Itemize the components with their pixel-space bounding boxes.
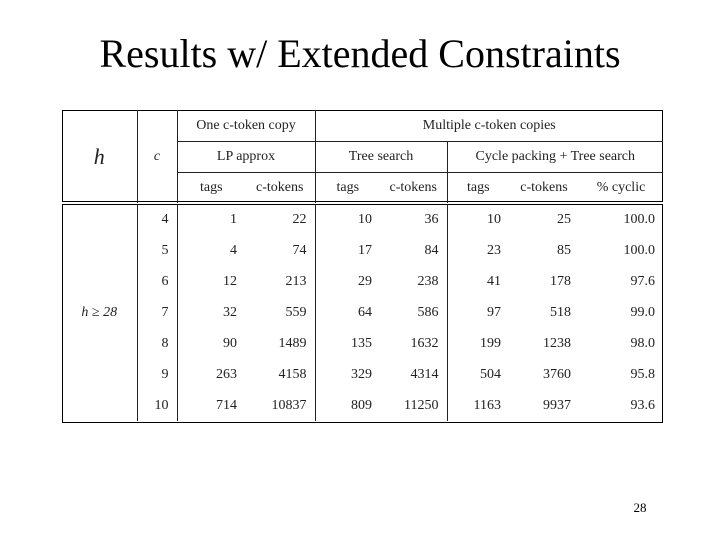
cell-pct-cyclic: 97.6: [630, 273, 655, 289]
cell-lp-tags: 90: [223, 335, 237, 351]
subcol-lp-ctokens: c-tokens: [245, 173, 315, 204]
cell-ts-ctokens: 4314: [380, 359, 447, 390]
cell-cp-tags: 10: [487, 211, 501, 227]
subcol-pct-cyclic: % cyclic: [596, 180, 646, 195]
table-row: [62, 266, 663, 297]
cell-pct-cyclic: 100.0: [623, 211, 655, 227]
cell-c: 7: [137, 297, 177, 328]
cell-ts-tags: 329: [351, 366, 372, 382]
slide-title: Results w/ Extended Constraints: [99, 31, 621, 76]
table-body: [62, 204, 663, 421]
cell-ts-tags: 17: [358, 242, 372, 258]
cell-lp-tags: 1: [230, 211, 237, 227]
cell-lp-ctokens: 10837: [245, 390, 315, 421]
cell-lp-tags: 714: [216, 397, 237, 413]
cell-ts-ctokens: 1632: [380, 328, 447, 359]
cell-c: 4: [137, 204, 177, 235]
table-row: [62, 297, 663, 328]
method-lp-approx: LP approx: [177, 142, 315, 173]
table-row: [62, 235, 663, 266]
cell-lp-ctokens: 22: [245, 204, 315, 235]
row-header-h: h: [62, 110, 137, 203]
group-multiple-copies: Multiple c-token copies: [315, 110, 663, 142]
cell-cp-ctokens: 3760: [543, 366, 571, 382]
subcol-lp-tags: tags: [199, 180, 223, 195]
cell-lp-ctokens: 74: [245, 235, 315, 266]
cell-lp-ctokens: 1489: [245, 328, 315, 359]
cell-lp-ctokens: 559: [245, 297, 315, 328]
cell-lp-tags: 32: [223, 304, 237, 320]
cell-c: 8: [137, 328, 177, 359]
subcol-ts-tags: tags: [336, 180, 360, 195]
slide-number: 28: [633, 500, 647, 515]
cell-cp-tags: 23: [487, 242, 501, 258]
cell-ts-ctokens: 36: [380, 204, 447, 235]
col-header-c: c: [137, 110, 177, 203]
cell-pct-cyclic: 95.8: [630, 366, 655, 382]
cell-ts-tags: 10: [358, 211, 372, 227]
cell-lp-tags: 263: [216, 366, 237, 382]
table-row: [62, 328, 663, 359]
subcol-cp-tags: tags: [466, 180, 490, 195]
cell-cp-ctokens: 85: [557, 242, 571, 258]
method-tree-search: Tree search: [315, 142, 447, 173]
cell-ts-ctokens: 11250: [380, 390, 447, 421]
method-cycle-packing: Cycle packing + Tree search: [447, 142, 663, 173]
cell-cp-tags: 199: [480, 335, 501, 351]
cell-lp-ctokens: 4158: [245, 359, 315, 390]
cell-lp-ctokens: 213: [245, 266, 315, 297]
table-header: [62, 110, 663, 203]
cell-ts-ctokens: 238: [380, 266, 447, 297]
cell-cp-ctokens: 518: [550, 304, 571, 320]
cell-c: 6: [137, 266, 177, 297]
cell-ts-tags: 64: [358, 304, 372, 320]
cell-cp-tags: 41: [487, 273, 501, 289]
cell-ts-tags: 135: [351, 335, 372, 351]
cell-cp-ctokens: 178: [550, 273, 571, 289]
cell-cp-ctokens: 1238: [543, 335, 571, 351]
cell-ts-tags: 809: [351, 397, 372, 413]
cell-c: 9: [137, 359, 177, 390]
cell-cp-ctokens: 25: [557, 211, 571, 227]
table-row: [62, 390, 663, 421]
table-row: [62, 204, 663, 235]
cell-ts-ctokens: 586: [380, 297, 447, 328]
cell-pct-cyclic: 93.6: [630, 397, 655, 413]
group-one-copy: One c-token copy: [177, 110, 315, 142]
cell-cp-tags: 1163: [473, 397, 501, 413]
cell-lp-tags: 4: [230, 242, 237, 258]
cell-pct-cyclic: 98.0: [630, 335, 655, 351]
cell-lp-tags: 12: [223, 273, 237, 289]
cell-ts-tags: 29: [358, 273, 372, 289]
condition-label: h ≥ 28: [62, 204, 137, 421]
subcol-cp-ctokens: c-tokens: [520, 180, 568, 195]
cell-pct-cyclic: 99.0: [630, 304, 655, 320]
cell-cp-tags: 97: [487, 304, 501, 320]
cell-ts-ctokens: 84: [380, 235, 447, 266]
table-row: [62, 359, 663, 390]
cell-pct-cyclic: 100.0: [623, 242, 655, 258]
cell-cp-tags: 504: [480, 366, 501, 382]
subcol-ts-ctokens: c-tokens: [380, 173, 447, 204]
cell-c: 5: [137, 235, 177, 266]
cell-cp-ctokens: 9937: [543, 397, 571, 413]
cell-c: 10: [137, 390, 177, 421]
